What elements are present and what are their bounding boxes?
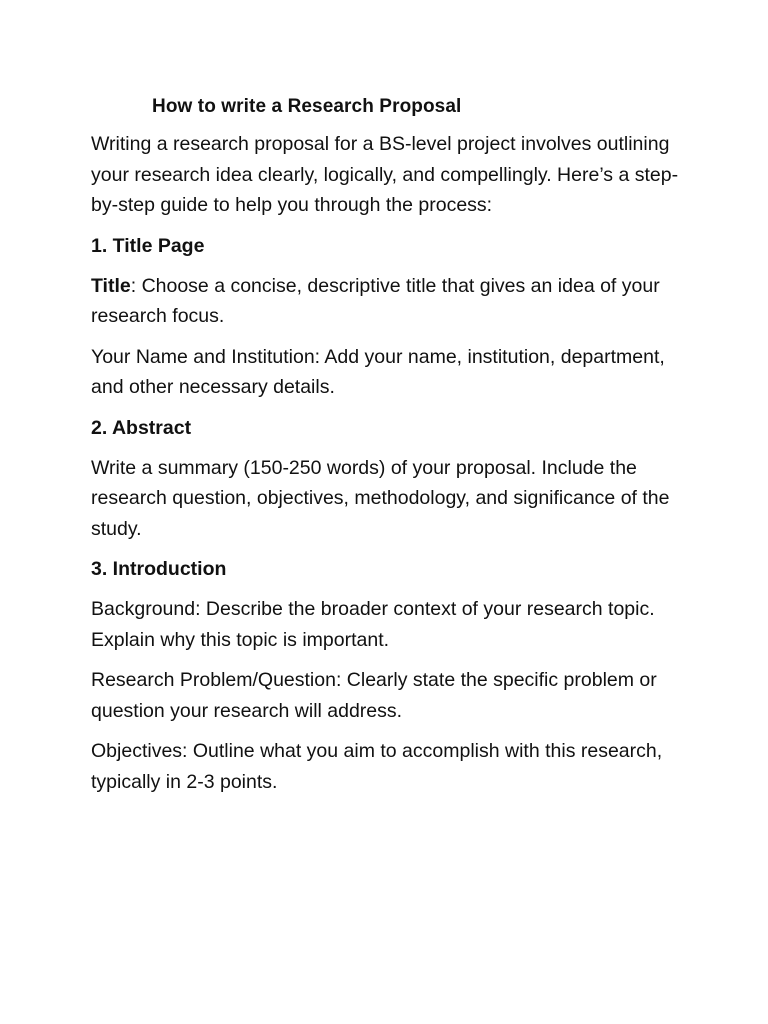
title-lead: Title xyxy=(91,274,131,297)
section-heading-introduction: 3. Introduction xyxy=(91,558,227,580)
title-paragraph xyxy=(91,271,691,332)
name-institution-paragraph: Your Name and Institution: Add your name, institution, department, and other necessary details. xyxy=(91,345,665,398)
objectives-paragraph: Objectives: Outline what you aim to accomplish with this research, typically in 2-3 points. xyxy=(91,740,663,793)
research-problem-paragraph: Research Problem/Question: Clearly state the specific problem or question your research will address. xyxy=(91,669,657,722)
section-heading-abstract: 2. Abstract xyxy=(91,416,192,439)
abstract-paragraph: Write a summary (150-250 words) of your proposal. Include the research question, objectives, methodology, and significance of the study. xyxy=(91,456,670,540)
background-paragraph: Background: Describe the broader context of your research topic. Explain why this topic is important. xyxy=(91,598,655,651)
document-body xyxy=(91,94,691,807)
section-heading-title-page: 1. Title Page xyxy=(91,234,205,257)
document-title: How to write a Research Proposal xyxy=(152,96,462,117)
title-paragraph-text: : Choose a concise, descriptive title that gives an idea of your research focus. xyxy=(91,274,660,327)
intro-paragraph: Writing a research proposal for a BS-level project involves outlining your research idea clearly, logically, and compellingly. Here’s a step-by-step guide to help you through the process: xyxy=(91,133,679,216)
